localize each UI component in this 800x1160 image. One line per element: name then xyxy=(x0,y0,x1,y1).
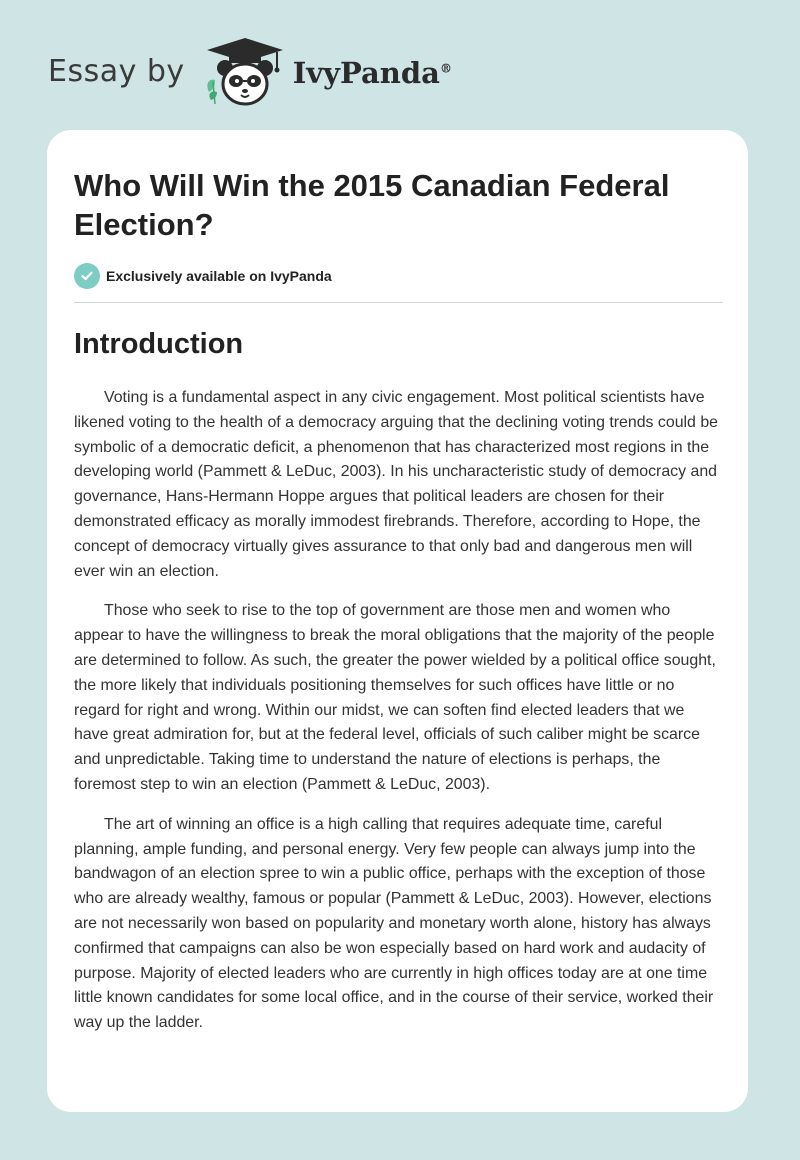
brand-name xyxy=(293,56,452,90)
paragraph: Those who seek to rise to the top of government are those men and women who appear to have the willingness to break the moral obligations that the majority of the people are determined to follow. As such, the greater the power wielded by a political office sought, the more likely that individuals positioning themselves for such offices have little or no regard for right and wrong. Within our midst, we can soften find elected leaders that we have great admiration for, but at the federal level, officials of such caliber might be scarce and unpredictable. Taking time to understand the nature of elections is perhaps, the foremost step to win an election (Pammett & LeDuc, 2003). xyxy=(74,602,716,793)
registered-mark: ® xyxy=(439,61,452,76)
section-heading: Introduction xyxy=(74,328,244,360)
brand-name-text: IvyPanda xyxy=(292,56,440,90)
divider xyxy=(74,302,723,303)
brand-prefix: Essay by xyxy=(48,53,185,89)
check-circle-icon xyxy=(74,263,100,289)
exclusive-label: Exclusively available on IvyPanda xyxy=(106,268,332,284)
essay-card xyxy=(47,130,748,1112)
paragraph: Voting is a fundamental aspect in any civic engagement. Most political scientists have likened voting to the health of a democracy arguing that the declining voting trends could be symbolic of a democratic deficit, a phenomenon that has characterized most regions in the developing world (Pammett & LeDuc, 2003). In his uncharacteristic study of democracy and governance, Hans-Hermann Hoppe argues that political leaders are chosen for their demonstrated efficacy as morally immodest firebrands. Therefore, according to Hope, the concept of democracy virtually gives assurance to that only bad and dangerous men will ever win an election. xyxy=(74,389,718,580)
paragraph: The art of winning an office is a high calling that requires adequate time, careful planning, ample funding, and personal energy. Very few people can always jump into the bandwagon of an election spree to win a public office, perhaps with the exception of those who are already wealthy, famous or popular (Pammett & LeDuc, 2003). However, elections are not necessarily won based on popularity and monetary worth alone, history has always confirmed that campaigns can also be won especially based on hard work and audacity of purpose. Majority of elected leaders who are currently in high offices today are at one time little known candidates for some local office, and in the course of their service, worked their way up the ladder. xyxy=(74,815,714,1032)
exclusive-badge xyxy=(74,263,332,289)
brand-header xyxy=(48,34,452,108)
page-title: Who Will Win the 2015 Canadian Federal Election? xyxy=(74,168,670,242)
essay-body xyxy=(74,386,723,1051)
panda-graduate-icon xyxy=(201,34,289,108)
